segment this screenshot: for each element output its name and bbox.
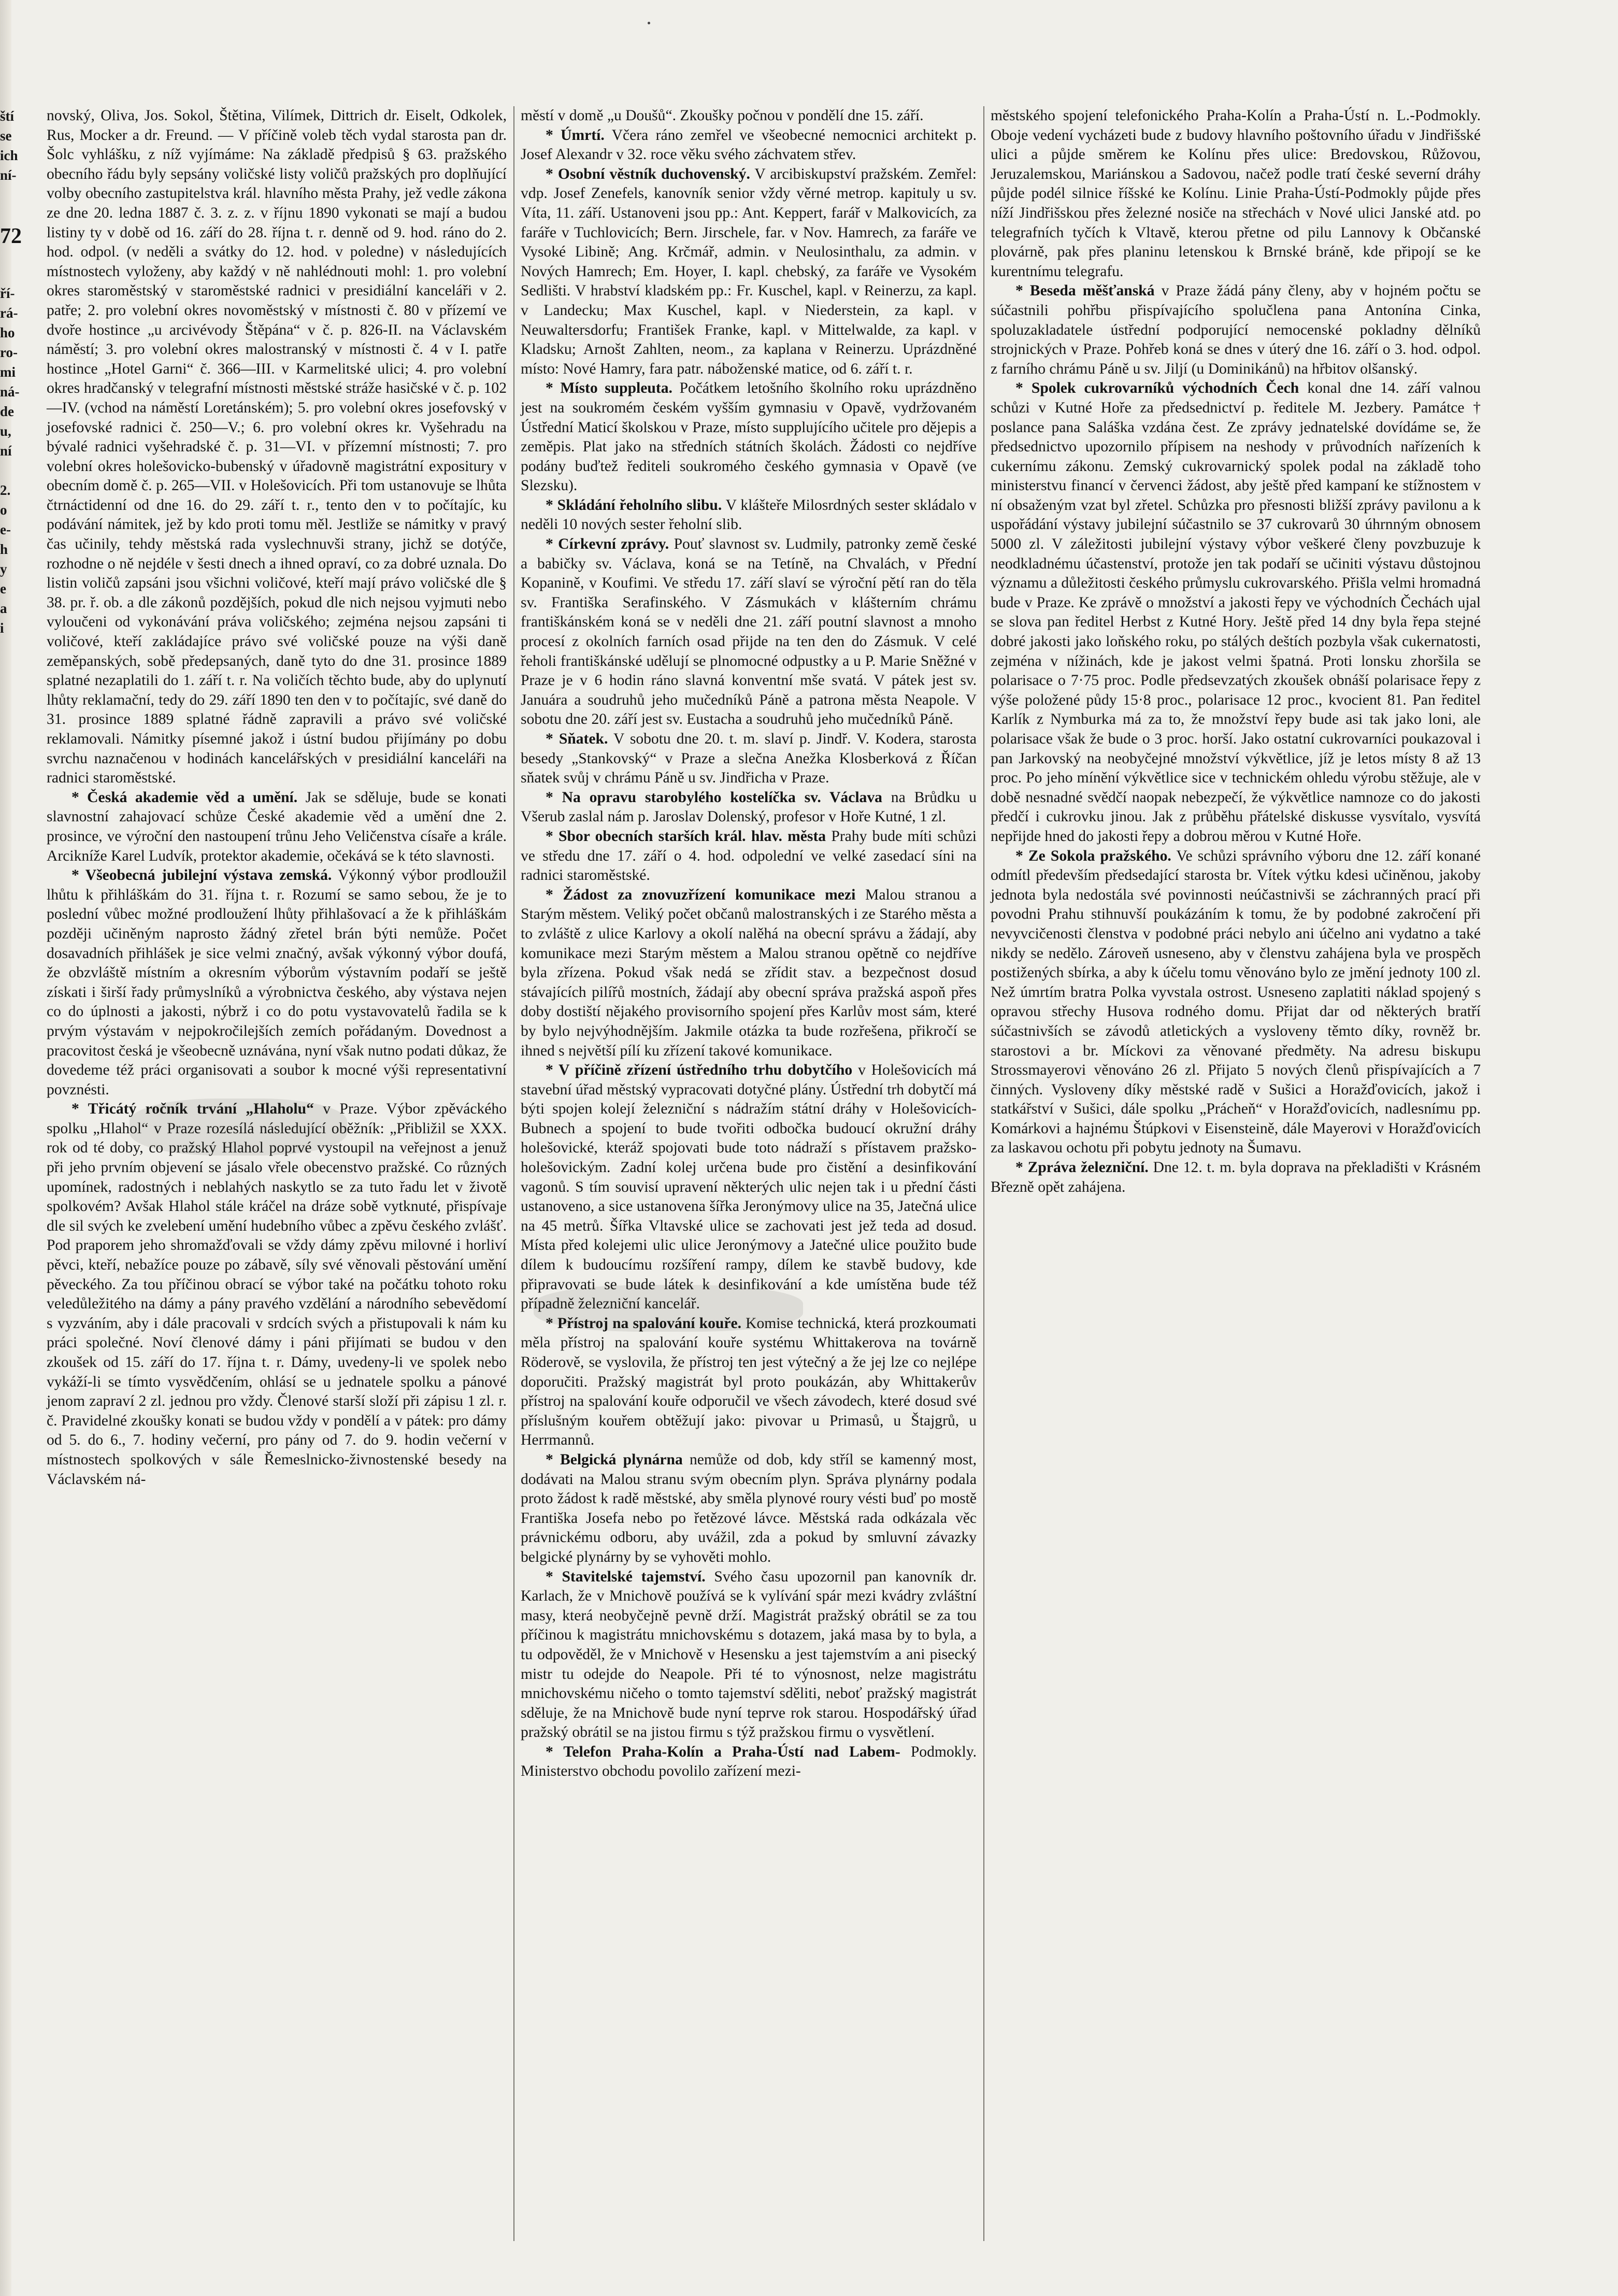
news-article [521,827,977,886]
margin-fragment: o [0,502,7,518]
article-heading: * Česká akademie věd a umění. [71,789,298,806]
margin-fragment: mi [0,364,16,380]
newspaper-column-3 [991,106,1481,2241]
article-heading: * Osobní věstník duchovenský. [546,165,750,182]
article-body: v Holešovicích má stavební úřad městský vypracovati dotyčné plány. Ústřední trh dobytčí má býti spojen kolejí železniční s nádražím státní dráhy v Holešovicích-Bubnech a spojení to bude tvořiti odbočka budoucí okružní dráhy holešovické, kteráž spojovati bude toto nádraží s přístavem pražsko-holešovickým. Zadní kolej určena bude pro čistění a desinfikování vagonů. S tím souvisí upravení některých ulic nejen tak i u přední části ustanoveno, a sice ustanovena šířka Jeronýmovy ulice na 35, Jatečná ulice na 45 metrů. Šířka Vltavské ulice se zachovati jest jež teda ad dosud. Místa před kolejemi ulic ulice Jeronýmovy a Jatečné ulice použito bude dílem k budoucímu rozšíření rampy, dílem ke stavbě budovy, kde připravovati se bude látek k desinfikování a kde umístěna bude též případně železniční kancelář. [521,1062,977,1313]
column-divider [983,106,984,2241]
margin-fragment [0,264,16,283]
article-body: novský, Oliva, Jos. Sokol, Štětina, Vilímek, Dittrich dr. Eiselt, Odkolek, Rus, Mocker a dr. Freund. — V příčině voleb těch vydal starosta pan dr. Šolc vyhlášku, z níž vyjímáme: Na základě předpisů § 63. pražského obecního řádu byly sepsány voličské listy voličů pražských pro doplňující volby obecního zastupitelstva král. hlavního města Prahy, jež vedle zákona ze dne 20. ledna 1887 č. 3. z. z. v říjnu 1890 vykonati se mají a budou listiny ty v době od 16. září do 28. října t. r. denně od 9. hod. ráno do 2. hod. odpol. (v neděli a svátky do 12. hod. v poledne) v následujících místnostech vyloženy, aby každý v ně nahlédnouti mohl: 1. pro volební okres staroměstský v staroměstské radnici v presidiální kanceláři v 2. patře; 2. pro volební okres novoměstský v místnosti č. 80 v přízemí ve dvoře hostince „u arcivévody Štěpána“ v č. p. 826-II. na Václavském náměstí; 3. pro volební okres malostranský v místnosti č. 4 v I. patře hostince „Hotel Garni“ č. 366—III. v Karmelitské ulici; 4. pro volební okres hradčanský v telegrafní místnosti městské stráže hasičské v č. p. 102—IV. (vchod na náměstí Loretánském); 5. pro volební okres josefovský v josefovské radnici č. 250—V.; 6. pro volební okres kr. Vyšehradu na bývalé radnici vyšehradské č. p. 31—VI. v přízemní místnosti; 7. pro volební okres holešovicko-bubenský v úřadovně magistrátní expositury v obecním domě č. p. 265—VII. v Holešovicích. Při tom ustanovuje se lhůta čtrnáctidenní od dne 16. do 29. září t. r., tento den v to počítajíc, ku podávání námitek, jež by kdo proti tomu měl. Jestliže se námitky v pravý čas učinily, tehdy městská rada vyslechnuvši strany, jichž se dotýče, rozhodne o ně nejdéle v šesti dnech a ihned opraví, co za dobré uznala. Do listin voličů zapsáni jsou všichni voličové, kteří mají právo voličské dle § 38. pr. ř. ob. a dle zákonů pozdějších, pokud dle nich nejsou vyjmuti nebo vyloučeni od vykonávání práva voličského; zejména nejsou zapsáni ti voličové, kteří zakládajíce právo své voličské pouze na výši daně zeměpanských, sobě předepsaných, daně tyto do dne 31. prosince 1889 splatné nezaplatili do 1. září t. r. Na voličích těchto bude, aby do uplynutí lhůty reklamační, tedy do 29. září 1890 ten den v to počítajíc, své daně do 31. prosince 1889 splatné řádně zapravili a právo své voličské reklamovali. Námitky písemné jakož i ústní budou přijímány po dobu svrchu naznačenou v hodinách kancelářských v presidiální kanceláři na radnici staroměstské. [47,107,507,787]
news-article [521,886,977,1061]
article-body: Ve schůzi správního výboru dne 12. září konané odmítl především předsedající starosta br. Vítek výtku kdesi učiněnou, jakoby jednota byla nedostála své povinnosti neúčastnivši se záchranných prací při povodni Prahu stihnuvší poukázáním k tomu, že by podobné zakročení při nevyvcičenosti členstva v podobné práci nebylo ani účelno ani vydatno a také nikdy se nedělo. Zároveň usneseno, aby v členstvu zahájena byla ve prospěch postižených sbírka, a aby k účelu tomu věnováno bylo ze jmění jednoty 100 zl. Než úmrtím bratra Polka vyvstala ostrost. Usneseno zaplatiti náklad spojený s opravou střechy Husova rodného domu. Přijat dar od některých bratří súčastnivších se závodů atletických a vysloveny těmto díky, rovněž br. starostovi a br. Míckovi za věnované předměty. Na adresu biskupu Strossmayerovi věnováno 26 zl. Přijato 5 nových členů přispívajících a 7 činných. Vysloveny díky městské radě v Sušici a Horažďovicích, jakož i statkářství v Sušici, dále spolku „Prácheň“ v Horažďovicích, nadlesnímu pp. Komárkovi a hajnému Štúpkovi v Eisensteině, dále Mayerovi v Horažďovicích za laskavou ochotu při pobytu jednoty na Šumavu. [991,847,1481,1157]
article-body: na Brůdku u Všerub zaslal nám p. Jaroslav Dolenský, profesor v Hoře Kutné, 1 zl. [521,789,977,825]
article-heading: * Beseda měšťanská [1015,282,1155,300]
margin-fragment: ich [0,148,18,163]
margin-fragment: ro- [0,345,18,360]
news-article [521,496,977,535]
newspaper-column-2 [521,106,977,2241]
margin-fragment: de [0,404,14,419]
news-article [521,379,977,496]
article-heading: * Místo suppleuta. [546,380,672,397]
margin-fragment: 2. [0,482,11,498]
article-heading: * Všeobecná jubilejní výstava zemská. [71,867,332,884]
news-article [991,847,1481,1159]
news-article [991,379,1481,846]
news-article [521,126,977,165]
article-heading: * Sbor obecních starších král. hlav. města [546,828,826,845]
article-continuation [991,106,1481,281]
news-article [521,788,977,827]
article-heading: * Úmrtí. [546,126,605,144]
article-heading: * Církevní zprávy. [546,536,669,553]
article-body: V arcibiskupství pražském. Zemřel: vdp. Josef Zenefels, kanovník senior vždy věrné metrop. kapituly u sv. Víta, 11. září. Ustanoveni jsou pp.: Ant. Keppert, farář v Malkovicích, za faráře v Tuchlovicích; Bern. Jirschele, far. v Nov. Hamrech, za faráře ve Vysoké Libině; Ang. Krčmář, admin. v Neulosinthalu, za admin. v Nových Hamrech; Em. Hoyer, I. kapl. chebský, za faráře ve Vysokém Sedlišti. V hrabství kladském pp.: Fr. Kuschel, kapl. v Reinerzu, za kapl. v Landecku; Max Kuschel, kapl. v Niederstein, za kapl. v Neuwaltersdorfu; František Franke, kapl. v Mittelwalde, za kapl. v Kladsku; Arnošt Zahlten, neom., za kaplana v Reinerzu. Uprázdněné místo: Nové Hamry, fara patr. náboženské matice, od 6. září t. r. [521,165,977,377]
article-body: konal dne 14. září valnou schůzi v Kutné Hoře za předsednictví p. ředitele M. Jezbery. Památce † poslance pana Saláška vzdána čest. Ze zprávy jednatelské dovídáme se, že předsednictvo upozornilo přípisem na neshody v průvodních nařízeních k cukernímu zákonu. Zemský cukrovarnický spolek podal na základě toho ministerstvu financí v červenci žádost, aby ještě před kampaní ke stížnostem v ní obsaženým vzat byl zřetel. Schůzka pro přesnosti bližší zprávy pavilonu a k uspořádání výstavy jubilejní súčastnilo se 37 cukrovarů 30 úhrnným obnosem 5000 zl. V záležitosti jubilejní výstavy výbor veškeré členy povzbuzuje k neodkladnému účastenství, protože jen tak podaří se učiniti výstavu důstojnou významu a důležitosti českého průmyslu cukrovarského. Přišla velmi hromadná bude v Praze. Ke zprávě o množství a jakosti řepy ve východních Čechách ujal se slova pan ředitel Herbst z Kutné Hory. Ještě před 14 dny byla řepa stejné dobré jakosti jako loňského roku, po stálých deštích pozbyla však cukernatosti, zejména v nížinách, kde je jakost velmi špatná. Proti lonsku zhoršila se polarisace o 7·75 proc. Podle předsevzatých zkoušek obnáší polarisace řepy z výše položené půdy 15·8 proc., polarisace 12 proc., kvocient 81. Pan ředitel Karlík z Nymburka má za to, že množství řepy bude asi tak jako loni, ale polarisace však že bude o 3 proc. horší. Jako ostatní cukrovarníci poukazoval i pan Jarkovský na neobyčejné množství výkvětlice, jíž je letos místy 8 až 13 proc. Po jeho mínění výkvětlice sice v technickém ohledu výrobu stěžuje, ale v době nesnadné svědčí naopak nebezpečí, že výkvětlice namnoze co do jakosti předčí i cukrovku jinou. Jak z průběhu přátelské diskusse vysvítalo, vysvítá nepřijde hned do jakosti řepy a dobrou měrou v Kutné Hoře. [991,380,1481,845]
news-article [521,1567,977,1743]
margin-fragment: rá- [0,305,18,321]
margin-fragment: ští [0,108,14,124]
margin-fragment: y [0,561,7,577]
article-body: Jak se sděluje, bude se konati slavnostní zahajovací schůze České akademie věd a umění dne 2. prosince, ve výroční den nastoupení trůnu Jeho Veličenstva císaře a krále. Arcikníže Karel Ludvík, protektor akademie, očekává se k této slavnosti. [47,789,507,864]
article-heading: * Sňatek. [546,731,608,747]
margin-fragment [0,461,16,480]
print-speck [648,22,650,24]
article-continuation [47,106,507,788]
margin-fragment: e- [0,522,11,537]
article-body: Prahy bude míti schůzi ve středu dne 17. září o 4. hod. odpolední ve velké zasedací síni na radnici staroměstské. [521,828,977,884]
news-article [47,1100,507,1489]
article-body: Pouť slavnost sv. Ludmily, patronky země české a babičky sv. Václava, koná se na Tetíně, na Chvalách, v Přední Kopanině, v Koufimi. Ve středu 17. září slaví se výroční pětí ran do těla sv. Františka Serafinského. V Zásmukách v klášterním chrámu františkánském koná se v neděli dne 21. září poutní slavnost a mnoho procesí z okolních farních osad přijde na ten den do Zásmuk. V celé řeholi františkánské udělují se plnomocné odpustky a u P. Marie Sněžné v Praze je v 6 hodin ráno slavná konventní mše svatá. V pátek jest sv. Januára a soudruhů jeho mučedníků Páně a patrona města Neapole. V sobotu dne 20. září jest sv. Eustacha a soudruhů jeho mučedníků Páně. [521,536,977,728]
article-body: Malou stranou a Starým městem. Veliký počet občanů malostranských i ze Starého města a to zvláště z ulice Karlovy a okolí nalěhá na obecní správu a žádají, aby komunikace mezi Starým městem a Malou stranou opětně co nejdříve byla zřízena. Pokud však nedá se zřídit stav. a bezpečnost dosud stávajících pilířů mostních, žádají aby obecní správa pražská aspoň přes doby dostiští nějakého provisorního spojení přes Karlův most sám, které by bylo nejvýhodnějším. Jakmile otázka ta bude rozřešena, přikročí se ihned s největší pílí ku zřízení takové komunikace. [521,886,977,1059]
article-body: Včera ráno zemřel ve všeobecné nemocnici architekt p. Josef Alexandr v 32. roce věku svého záchvatem střev. [521,126,977,163]
article-body: nemůže od dob, kdy stříl se kamenný most, dodávati na Malou stranu svým obecním plyn. Správa plynárny podala proto žádost k radě městské, aby směla plynové roury vésti buď po mostě Františka Josefa nebo po řetězové lávce. Městská rada odkázala věc právnickému odboru, aby uvážil, zda a pokud by smluvní závazky belgické plynárny by se vyhověti mohlo. [521,1451,977,1565]
news-article [521,535,977,730]
news-article [521,165,977,379]
article-heading: * Třicátý ročník trvání „Hlaholu“ [71,1101,314,1118]
news-article [521,1061,977,1314]
news-article [991,281,1481,379]
margin-fragment: ní- [0,167,17,183]
article-body: Komise technická, která prozkoumati měla přístroj na spalování kouře systému Whittakerova na továrně Röderově, se vyslovila, že přístroj ten jest výtečný a že jej lze co nejlépe doporučiti. Pražský magistrát byl proto poukázán, aby Whittakerův přístroj na spalování kouře odporučil ve všech závodech, které dosud své příslušným kouřem obtěžují jako: pivovar u Primasů, u Štajgrů, u Herrmannů. [521,1315,977,1449]
margin-fragment [0,185,16,205]
newspaper-column-1 [47,106,507,2241]
margin-fragment: ná- [0,384,20,400]
margin-fragment: e [0,581,6,596]
article-heading: * Belgická plynárna [546,1451,683,1468]
article-heading: * Přístroj na spalování kouře. [546,1315,741,1332]
article-body: Podmokly. Ministerstvo obchodu povolilo zařízení mezi- [521,1743,977,1780]
article-body: Dne 12. t. m. byla doprava na překladišti v Krásném Březně opět zahájena. [991,1159,1481,1195]
margin-fragment [0,205,16,224]
article-heading: * Ze Sokola pražského. [1015,847,1171,864]
article-heading: * Spolek cukrovarníků východních Čech [1015,380,1299,397]
column-divider [513,106,514,2241]
article-body: městí v domě „u Doušů“. Zkoušky počnou v pondělí dne 15. září. [521,107,924,124]
article-heading: * Telefon Praha-Kolín a Praha-Ústí nad Labem- [546,1743,900,1760]
article-body: Svého času upozornil pan kanovník dr. Karlach, že v Mnichově používá se k vylívání spár mezi kvádry zvláštní masy, která neobyčejně pevně drží. Magistrát pražský obrátil se za tou příčinou k magistrátu mnichovskému s dotazem, jaká masa by to byla, a tu odpověděl, že v Mnichově v Hesensku a jest tajemstvím a ani pisecký mistr tu odejde do Neapole. Při té to výnosnost, nelze magistrátu mnichovskému ničeho o tomto tajemství sděliti, neboť pražský magistrát sděluje, že na Mnichově bude nyní teprve rok starou. Hospodářský úřad pražský obrátil se na jistou firmu s týž pražskou firmu o vysvětlení. [521,1568,977,1741]
page-number: 72 [0,224,22,248]
article-heading: * Žádost za znovuzřízení komunikace mezi [546,886,856,903]
article-heading: * Stavitelské tajemství. [546,1568,706,1585]
news-article [521,730,977,788]
news-article [521,1450,977,1567]
news-article [521,1743,977,1781]
article-continuation [521,106,977,126]
news-article [47,788,507,866]
article-heading: * Zpráva železniční. [1015,1159,1149,1176]
cut-off-margin-text [0,106,20,658]
article-body: v Praze. Výbor zpěváckého spolku „Hlahol“ v Praze rozesílá následující oběžník: „Přibližil se XXX. rok od té doby, co pražský Hlahol poprvé vystoupil na veřejnost a jenuž při jeho prvním objevení se jásalo vřele obecenstvo pražské. Co různých upomínek, radostných i neblahých naskytlo se za tuto řadu let v životě spolkovém? Avšak Hlahol stále kráčel na dráze sobě vytknuté, přispívaje dle sil svých ke zvelebení umění hudebního vůbec a zpěvu českého zvlášť. Pod praporem jeho shromažďovali se vždy dámy zpěvu milovné i horliví pěvci, kteří, nebažíce pouze po zábavě, síly své věnovali pěstování umění pěveckého. Za tou příčinou obrací se výbor také na počátku tohoto roku veledůležitého na dámy a pány pravého vzdělání a národního sebevědomí s vyzváním, aby i dále pracovali v srdcích svých a přistupovali k nám ku práci společné. Noví členové dámy i páni přijímati se budou v den zkoušek od 15. září do 17. října t. r. Dámy, uvedeny-li ve spolek nebo vykáží-li se tímto vysvědčením, ohlásí se u jednatele spolku a pánové jenom zapraví 2 zl. jednou pro vždy. Členové starší složí při zápisu 1 zl. r. č. Pravidelné zkoušky konati se budou vždy v pondělí a v pátek: pro dámy od 5. do 6., 7. hodiny večerní, pro pány od 7. do 9. hodin večerní v místnostech spolkových v sále Řemeslnicko-živnostenské besedy na Václavském ná- [47,1101,507,1488]
article-body: městského spojení telefonického Praha-Kolín a Praha-Ústí n. L.-Podmokly. Oboje vedení vycházeti bude z budovy hlavního poštovního úřadu v Jindřišské ulici a půjde směrem ke Kolínu přes ulice: Bredovskou, Růžovou, Jeruzalemskou, Mariánskou a Sadovou, načež podle tratí české severní dráhy půjde podél silnice říšské ke Kolínu. Linie Praha-Ústí-Podmokly půjde přes níží Jindřišskou přes železné nosiče na střechách v Nové ulici Janské atd. po telegrafních tyčích k Vltavě, kterou přetne od pilu Lannovy k Občanské plovárně, pak přes planinu letenskou k Brnské bráně, kde připojí se ke kurentnímu telegrafu. [991,107,1481,280]
margin-fragment: ho [0,325,15,340]
margin-fragment: ní [0,443,12,459]
margin-fragment: a [0,601,7,616]
news-article [991,1158,1481,1197]
news-article [47,866,507,1100]
ink-smudge [130,1099,347,1156]
news-article [521,1314,977,1450]
article-body: v Praze žádá pány členy, aby v hojném počtu se súčastnili pohřbu přispívajícího spolučlena pana Antonína Cinka, spoluzakladatele ústřední podporující nemocenské pokladny dělníků strojnických v Praze. Pohřeb koná se dnes v úterý dne 16. září o 3. hod. odpol. z farního chrámu Páně u sv. Jiljí (u Dominikánů) na hřbitov olšanský. [991,282,1481,377]
article-body: Počátkem letošního školního roku uprázdněno jest na soukromém českém vyšším gymnasiu v Opavě, vydržovaném Ústřední Maticí školskou v Praze, místo supplujícího učitele pro dějepis a zeměpis. Plat jako na středních státních školách. Žádosti co nejdříve podány buďtež řediteli soukromého českého gymnasia v Opavě (ve Slezsku). [521,380,977,494]
article-heading: * Skládání řeholního slibu. [546,496,722,514]
margin-fragment: se [0,128,12,144]
article-body: V klášteře Milosrdných sester skládalo v neděli 10 nových sester řeholní slib. [521,496,977,533]
article-heading: * V příčině zřízení ústředního trhu dobytčího [546,1062,853,1079]
article-heading: * Na opravu starobylého kostelíčka sv. Václava [546,789,882,806]
margin-fragment: i [0,620,4,636]
margin-fragment: ří- [0,286,15,301]
margin-fragment: h [0,541,8,557]
margin-fragment [0,638,16,658]
ink-smudge [534,1285,803,1332]
article-body: V sobotu dne 20. t. m. slaví p. Jindř. V. Kodera, starosta besedy „Stankovský“ v Praze a slečna Anežka Klosberková z Říčan sňatek svůj v chrámu Páně u sv. Jindřicha v Praze. [521,731,977,787]
article-body: Výkonný výbor prodloužil lhůtu k přihláškám do 31. října t. r. Rozumí se samo sebou, že je to poslední vůbec možné prodloužení lhůty přihlašovací a že k přihláškám později učiněným naprosto žádný zřetel brán býti nemůže. Počet dosavadních přihlášek je sice velmi značný, avšak výkonný výbor doufá, že obzvláště místním a okresním výborům výstavním podaří se ještě získati i širší řady průmyslníků a výrobnictva českého, aby výstava nejen co do úplnosti a jakosti, nýbrž i co do potu vystavovatelů řadila se k prvým výstavám v nejpokročilejších zemích pořádaným. Dovednost a pracovitost česká je všeobecně uznávána, nyní však nutno podati důkaz, že dovedeme též práci organisovati a soubor k mocné výši representativní povznésti. [47,867,507,1098]
margin-fragment: u, [0,423,11,439]
